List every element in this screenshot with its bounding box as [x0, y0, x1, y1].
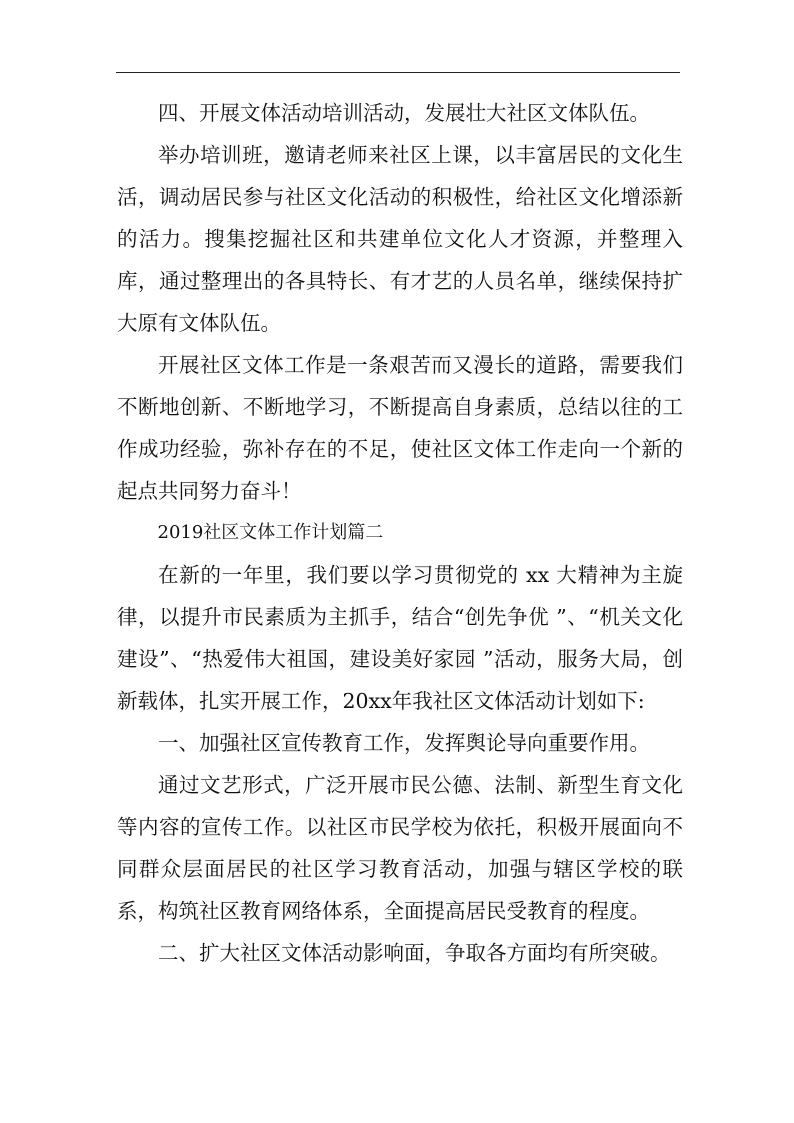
header-rule: [116, 72, 680, 73]
paragraph-conclusion: 开展社区文体工作是一条艰苦而又漫长的道路，需要我们不断地创新、不断地学习，不断提高自身素质，总结以往的工作成功经验，弥补存在的不足，使社区文体工作走向一个新的起点共同努力奋斗！: [117, 353, 683, 503]
section-title: 2019社区文体工作计划篇二: [157, 522, 384, 543]
paragraph-intro: 在新的一年里，我们要以学习贯彻党的 xx 大精神为主旋律，以提升市民素质为主抓手，结合“创先争优 ”、“机关文化建设”、“热爱伟大祖国，建设美好家园 ”活动，服务大局，创新载体，扎实开展工作，20xx年我社区文体活动计划如下:: [117, 563, 683, 713]
heading-section-one: 一、加强社区宣传教育工作，发挥舆论导向重要作用。: [158, 731, 650, 755]
paragraph-training: 举办培训班，邀请老师来社区上课，以丰富居民的文化生活，调动居民参与社区文化活动的积极性，给社区文化增添新的活力。搜集挖掘社区和共建单位文化人才资源，并整理入库，通过整理出的各具特长、有才艺的人员名单，继续保持扩大原有文体队伍。: [117, 143, 683, 335]
heading-section-two: 二、扩大社区文体活动影响面，争取各方面均有所突破。: [158, 941, 671, 965]
paragraph-education: 通过文艺形式，广泛开展市民公德、法制、新型生育文化等内容的宣传工作。以社区市民学校为依托，积极开展面向不同群众层面居民的社区学习教育活动，加强与辖区学校的联系，构筑社区教育网络体系，全面提高居民受教育的程度。: [117, 773, 683, 923]
document-page: [117, 92, 683, 974]
heading-section-four: 四、开展文体活动培训活动，发展壮大社区文体队伍。: [158, 101, 650, 125]
